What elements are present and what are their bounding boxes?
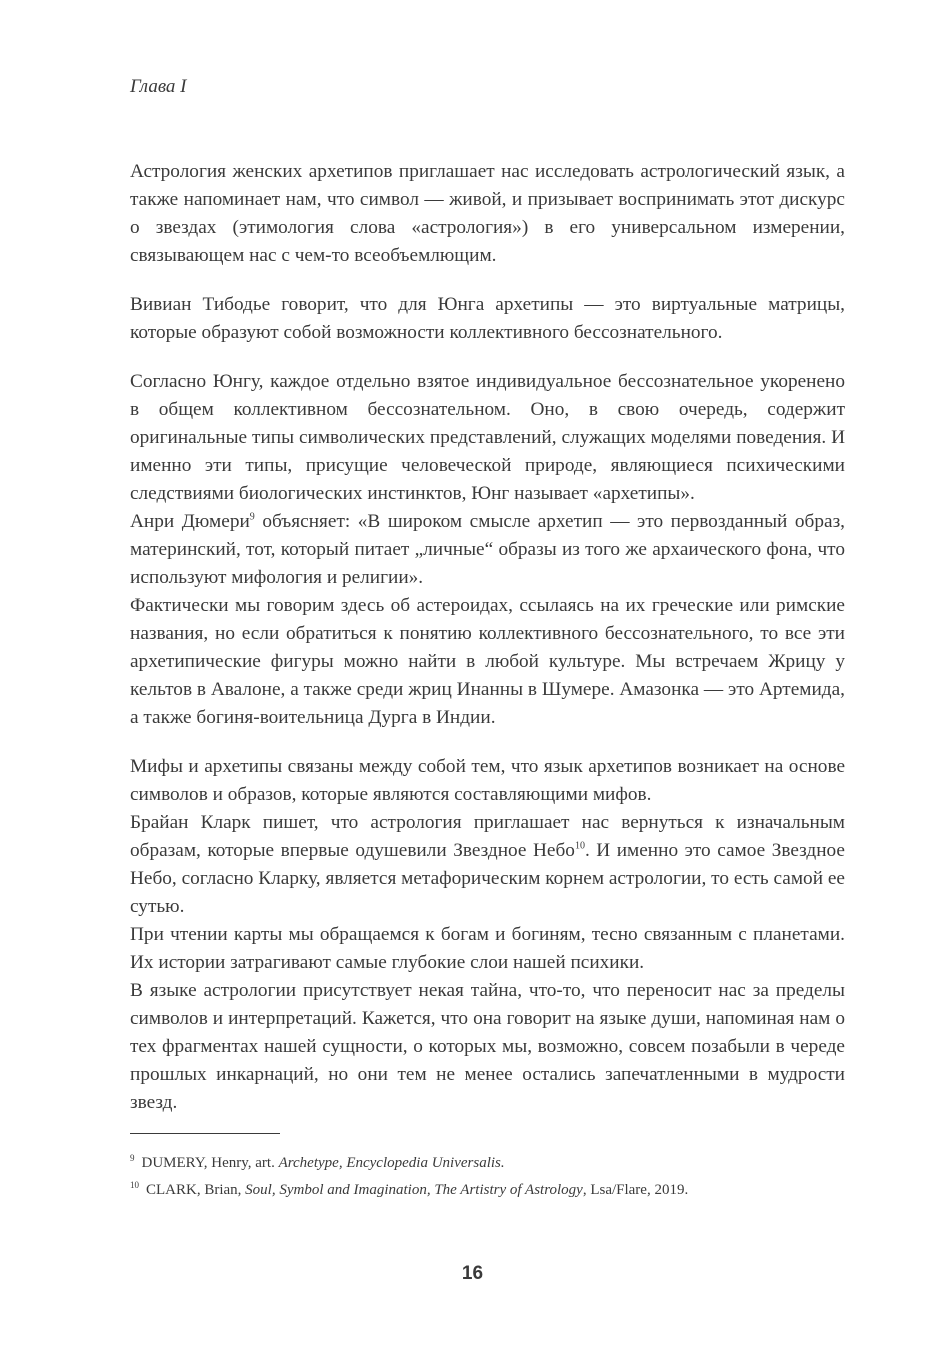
paragraph: В языке астрологии присутствует некая тайна, что-то, что переносит нас за пределы символов и интерпретаций. Кажется, что она говорит на языке души, напоминая нам о тех фрагментах нашей сущности, о которых мы, возможно, совсем позабыли в череде прошлых инкарнаций, но они тем не менее остались запечатленными в мудрости звезд. [130,980,845,1113]
footnote-author: DUMERY, Henry, art. [141,1155,275,1171]
paragraph: Вивиан Тибодье говорит, что для Юнга архетипы — это виртуальные матрицы, которые образуют собой возможности коллективного бессознательного. [130,294,845,343]
footnote-ref: 9 [249,511,255,523]
page-number: 16 [461,1263,484,1284]
paragraph [130,809,845,921]
footnote-number: 9 [130,1153,135,1163]
paragraph-text: объясняет: «В широком смысле архетип — это первозданный образ, материнский, тот, который питает „личные“ образы из того же архаического фона, что используют мифология и религии». [130,511,845,588]
paragraph-text: Брайан Кларк пишет, что астрология приглашает нас вернуться к изначальным образам, которые впервые одушевили Звездное Небо [130,812,845,861]
footnote-tail: , Lsa/Flare, 2019. [582,1182,689,1198]
paragraph: Согласно Юнгу, каждое отдельно взятое индивидуальное бессознательное укоренено в общем коллективном бессознательном. Оно, в свою очередь, содержит оригинальные типы символических представлений, служащих моделями поведения. И именно эти типы, присущие человеческой природе, являющиеся психическими следствиями биологических инстинктов, Юнг называет «архетипы». [130,371,845,504]
footnote-divider [130,1133,280,1134]
footnote-title: Archetype, Encyclopedia Universalis. [278,1155,505,1171]
paragraph [130,508,845,592]
paragraph: При чтении карты мы обращаемся к богам и богиням, тесно связанным с планетами. Их истории затрагивают самые глубокие слои нашей психики. [130,924,845,973]
footnote-title: Soul, Symbol and Imagination, The Artistry of Astrology [245,1182,583,1198]
paragraph-text: Анри Дюмери [130,511,250,532]
paragraph: Мифы и архетипы связаны между собой тем, что язык архетипов возникает на основе символов и образов, которые являются составляющими мифов. [130,756,845,805]
paragraph: Фактически мы говорим здесь об астероидах, ссылаясь на их греческие или римские названия, но если обратиться к понятию коллективного бессознательного, то все эти архетипические фигуры можно найти в любой культуре. Мы встречаем Жрицу у кельтов в Авалоне, а также среди жриц Инанны в Шумере. Амазонка — это Артемида, а также богиня-воительница Дурга в Индии. [130,595,845,728]
footnote [130,1177,845,1204]
footnote-number: 10 [130,1180,139,1190]
chapter-header: Глава I [130,76,187,97]
footnote-author: CLARK, Brian, [146,1182,242,1198]
footnote [130,1150,845,1177]
footnotes [130,1150,845,1204]
paragraph: Астрология женских архетипов приглашает нас исследовать астрологический язык, а также напоминает нам, что символ — живой, и призывает воспринимать этот дискурс о звездах (этимология слова «астрология») в его универсальном измерении, связывающем нас с чем-то всеобъемлющим. [130,161,845,266]
body-text [130,158,845,1117]
footnote-ref: 10 [574,840,585,852]
paragraph-text: . И именно это самое Звездное Небо, согласно Кларку, является метафорическим корнем астрологии, то есть самой ее сутью. [130,840,845,917]
